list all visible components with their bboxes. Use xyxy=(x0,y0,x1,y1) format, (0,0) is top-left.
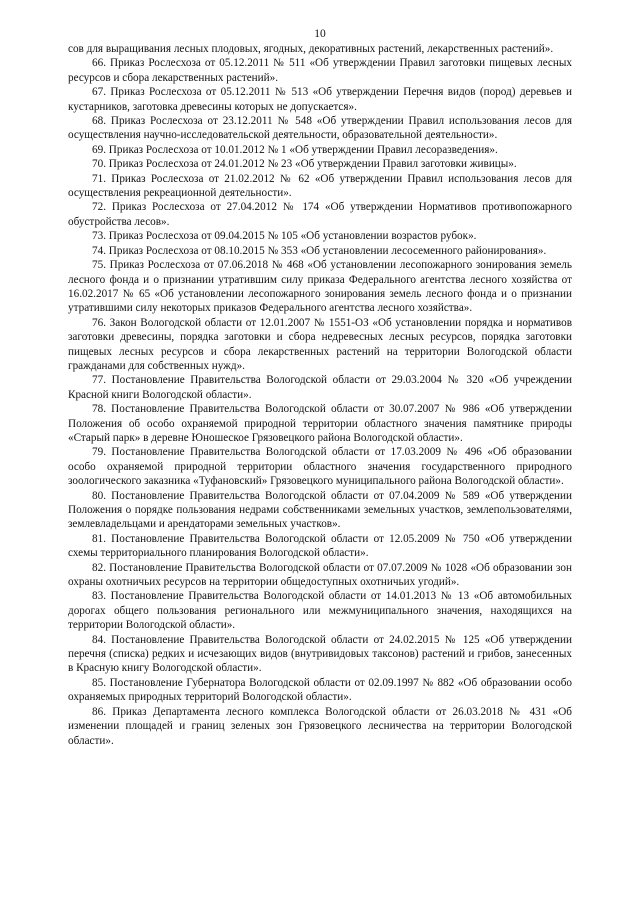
list-item-continuation: сов для выращивания лесных плодовых, ягодных, декоративных растений, лекарственных растений». xyxy=(68,43,554,55)
list-item: 84. Постановление Правительства Вологодской области от 24.02.2015 № 125 «Об утверждении перечня (списка) редких и исчезающих видов (внутривидовых таксонов) растений и грибов, занесенных в Красную книгу Вологодской области». xyxy=(68,633,572,675)
list-item: 74. Приказ Рослесхоза от 08.10.2015 № 353 «Об установлении лесосеменного районирования». xyxy=(92,244,547,257)
list-item: 78. Постановление Правительства Вологодской области от 30.07.2007 № 986 «Об утверждении Положения об особо охраняемой природной территории областного значения памятнике природы «Старый парк» в деревне Юношеское Грязовецкого района Вологодской области». xyxy=(68,403,572,444)
list-item: 72. Приказ Рослесхоза от 27.04.2012 № 174 «Об утверждении Нормативов противопожарного обустройства лесов». xyxy=(68,201,572,228)
list-item: 76. Закон Вологодской области от 12.01.2007 № 1551-ОЗ «Об установлении порядка и нормативов заготовки древесины, порядка заготовки и сбора недревесных лесных ресурсов, порядка заготовки пищевых лесных ресурсов и сбора лекарственных растений на территории Вологодской области гражданами для собственных нужд». xyxy=(68,316,572,372)
list-item: 83. Постановление Правительства Вологодской области от 14.01.2013 № 13 «Об автомобильных дорогах общего пользования регионального или межмуниципального значения, находящихся на территории Вологодской области». xyxy=(68,590,572,632)
list-item: 77. Постановление Правительства Вологодской области от 29.03.2004 № 320 «Об учреждении Красной книги Вологодской области». xyxy=(68,374,572,401)
list-item: 75. Приказ Рослесхоза от 07.06.2018 № 468 «Об установлении лесопожарного зонирования земель лесного фонда и о признании утратившим силу приказа Федерального агентства лесного хозяйства от 16.02.2017 № 65 «Об установлении лесопожарного зонирования земель лесного фонда и о признании утратившими силу некоторых приказов Федерального агентства лесного хозяйства». xyxy=(68,259,572,315)
list-item: 66. Приказ Рослесхоза от 05.12.2011 № 511 «Об утверждении Правил заготовки пищевых лесных ресурсов и сбора лекарственных растений». xyxy=(68,57,572,84)
list-item: 73. Приказ Рослесхоза от 09.04.2015 № 105 «Об установлении возрастов рубок». xyxy=(92,230,477,243)
list-item: 68. Приказ Рослесхоза от 23.12.2011 № 548 «Об утверждении Правил использования лесов для осуществления научно-исследовательской деятельности, образовательной деятельности». xyxy=(68,115,572,142)
regulations-list xyxy=(68,42,572,748)
list-item: 69. Приказ Рослесхоза от 10.01.2012 № 1 «Об утверждении Правил лесоразведения». xyxy=(92,143,498,156)
list-item: 81. Постановление Правительства Вологодской области от 12.05.2009 № 750 «Об утверждении схемы территориального планирования Вологодской области». xyxy=(68,532,572,560)
list-item: 67. Приказ Рослесхоза от 05.12.2011 № 513 «Об утверждении Перечня видов (пород) деревьев и кустарников, заготовка древесины которых не допускается». xyxy=(68,86,572,113)
list-item: 82. Постановление Правительства Вологодской области от 07.07.2009 № 1028 «Об образовании зон охраны охотничьих ресурсов на территории общедоступных охотничьих угодий». xyxy=(68,561,572,589)
list-item: 86. Приказ Департамента лесного комплекса Вологодской области от 26.03.2018 № 431 «Об изменении площадей и границ зеленых зон Грязовецкого лесничества на территории Вологодской области». xyxy=(68,705,572,747)
list-item: 85. Постановление Губернатора Вологодской области от 02.09.1997 № 882 «Об образовании особо охраняемых природных территорий Вологодской области». xyxy=(68,676,572,704)
list-item: 71. Приказ Рослесхоза от 21.02.2012 № 62 «Об утверждении Правил использования лесов для осуществления рекреационной деятельности». xyxy=(68,172,572,200)
list-item: 79. Постановление Правительства Вологодской области от 17.03.2009 № 496 «Об образовании особо охраняемой природной территории областного значения государственного природного зоологического заказника «Туфановский» Грязовецкого муниципального района Вологодской области». xyxy=(68,446,572,488)
list-item: 80. Постановление Правительства Вологодской области от 07.04.2009 № 589 «Об утверждении Положения о порядке пользования недрами собственниками земельных участков, землепользователями, землевладельцами и арендаторами земельных участков». xyxy=(68,489,572,531)
list-item: 70. Приказ Рослесхоза от 24.01.2012 № 23 «Об утверждении Правил заготовки живицы». xyxy=(92,158,517,171)
page-number: 10 xyxy=(314,28,326,40)
